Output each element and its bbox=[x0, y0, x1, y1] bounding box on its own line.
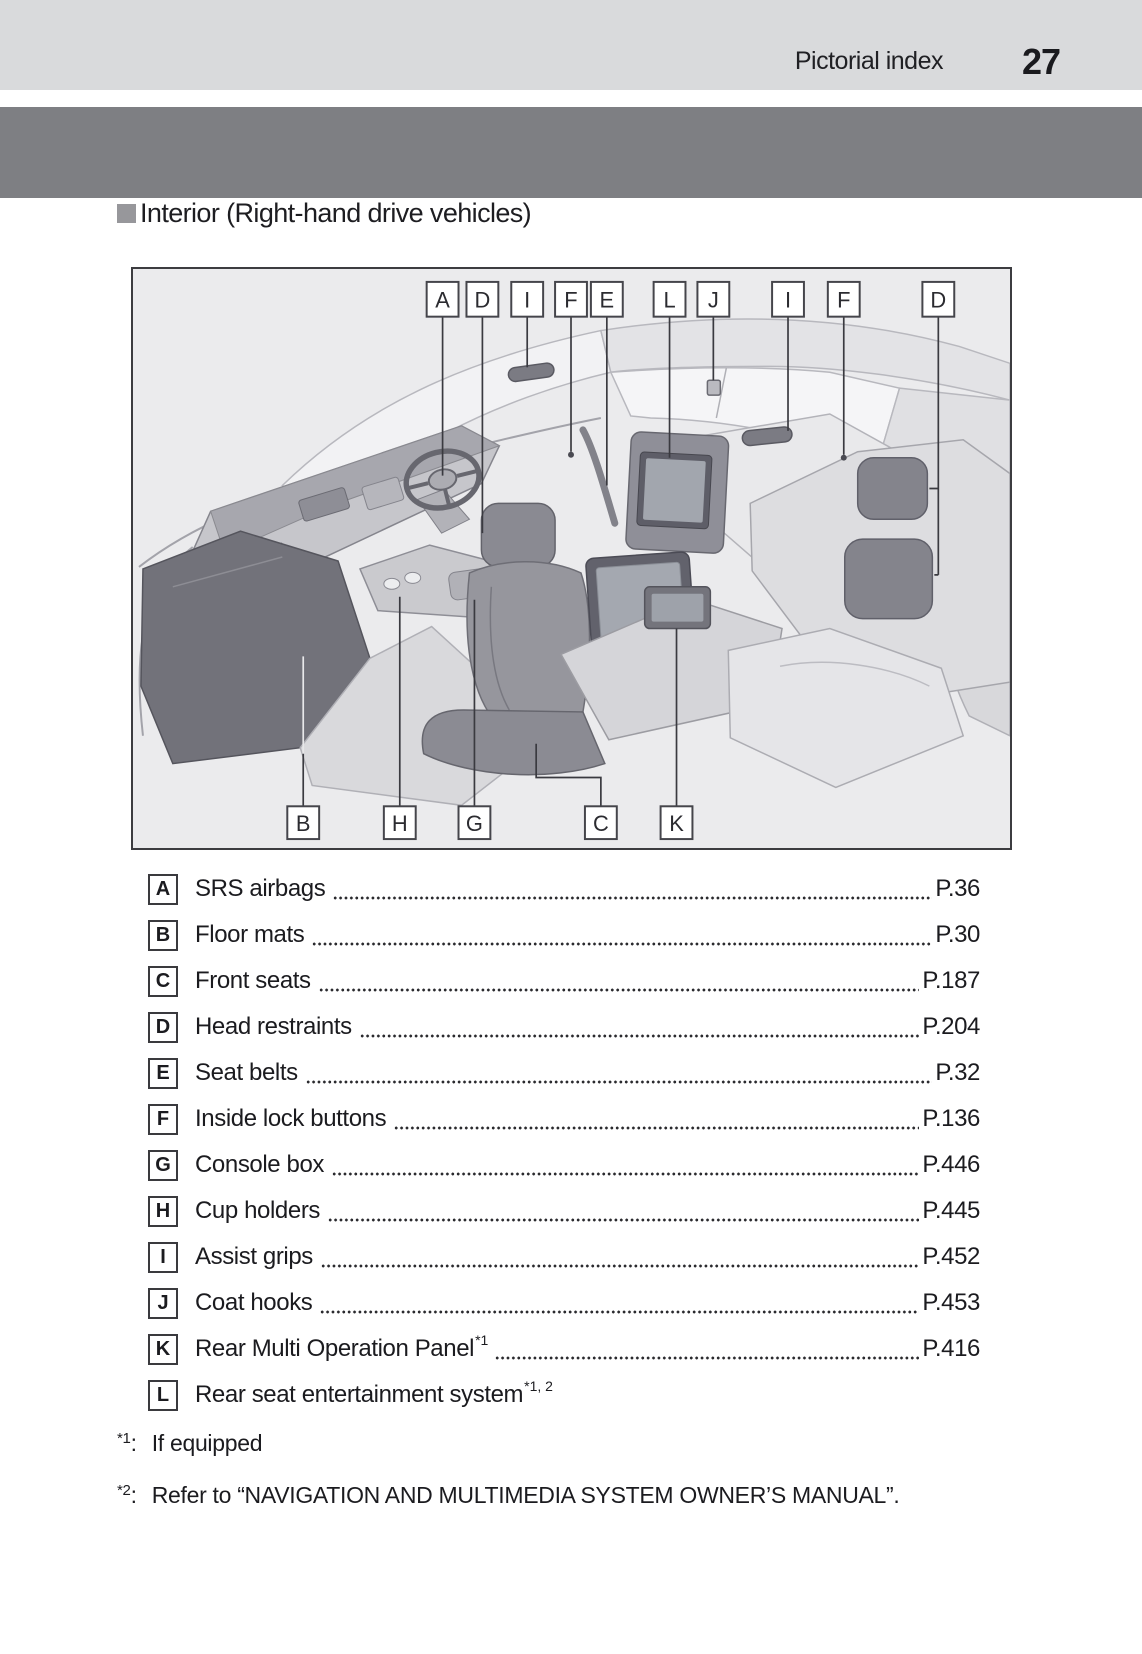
callout-letter: F bbox=[564, 287, 578, 313]
index-page-reference: P.187 bbox=[922, 967, 980, 994]
index-row bbox=[148, 1004, 980, 1050]
car-interior-illustration bbox=[133, 269, 1010, 848]
interior-diagram bbox=[131, 267, 1012, 850]
index-letter-box: F bbox=[148, 1104, 178, 1135]
index-item-label: SRS airbags bbox=[195, 875, 326, 902]
index-item-label: Head restraints bbox=[195, 1013, 352, 1040]
index-item-label: Coat hooks bbox=[195, 1289, 313, 1316]
index-page-reference: P.204 bbox=[922, 1013, 980, 1040]
header-section-label: Pictorial index bbox=[794, 47, 943, 75]
dot-leader bbox=[319, 988, 920, 992]
callout-letter: C bbox=[592, 811, 609, 837]
footnote-text: Refer to “NAVIGATION AND MULTIMEDIA SYSTEM OWNER’S MANUAL”. bbox=[151, 1482, 900, 1508]
index-page-reference: P.452 bbox=[922, 1243, 980, 1270]
callout-letter: L bbox=[663, 287, 676, 313]
index-row bbox=[148, 1326, 980, 1372]
index-row bbox=[148, 1050, 980, 1096]
index-letter-box: H bbox=[148, 1196, 178, 1227]
index-letter-box: I bbox=[148, 1242, 178, 1273]
index-row bbox=[148, 912, 980, 958]
index-item-label: Assist grips bbox=[195, 1243, 313, 1270]
dot-leader bbox=[312, 942, 932, 946]
index-item-superscript: *1 bbox=[475, 1332, 489, 1348]
index-row bbox=[148, 1142, 980, 1188]
index-letter-box: G bbox=[148, 1150, 178, 1181]
index-letter-box: K bbox=[148, 1334, 178, 1365]
index-letter-box: L bbox=[148, 1380, 178, 1411]
section-marker-square-icon bbox=[117, 204, 136, 223]
dot-leader bbox=[394, 1126, 919, 1130]
index-page-reference: P.30 bbox=[935, 921, 980, 948]
callout-letter: G bbox=[465, 811, 483, 837]
dot-leader bbox=[321, 1264, 919, 1268]
footnote-marker: *2 bbox=[117, 1482, 131, 1499]
index-item-label: Seat belts bbox=[195, 1059, 298, 1086]
index-row bbox=[148, 1280, 980, 1326]
index-letter-box: A bbox=[148, 874, 178, 905]
index-page-reference: P.136 bbox=[922, 1105, 980, 1132]
footnote-2: $^{*2}$: Refer to “NAVIGATION AND MULTIMEDIA SYSTEM OWNER’S MANUAL”. bbox=[117, 1482, 900, 1508]
header-page-number: 27 bbox=[1022, 41, 1061, 82]
dot-leader bbox=[495, 1356, 919, 1360]
index-item-label: Inside lock buttons bbox=[195, 1105, 387, 1132]
index-letter-box: J bbox=[148, 1288, 178, 1319]
index-letter-box: E bbox=[148, 1058, 178, 1089]
dot-leader bbox=[333, 896, 932, 900]
callout-letter: J bbox=[707, 287, 719, 313]
index-row bbox=[148, 866, 980, 912]
callout-letter: D bbox=[930, 287, 947, 313]
coat-hook bbox=[707, 380, 720, 395]
index-page-reference: P.36 bbox=[935, 875, 980, 902]
index-page-reference: P.416 bbox=[922, 1335, 980, 1362]
index-item-label: Floor mats bbox=[195, 921, 305, 948]
dot-leader bbox=[328, 1218, 919, 1222]
index-letter-box: C bbox=[148, 966, 178, 997]
callout-letter: F bbox=[837, 287, 851, 313]
callout-letter: I bbox=[524, 287, 531, 313]
footnote-marker: *1 bbox=[117, 1430, 131, 1447]
header-band bbox=[0, 0, 1142, 90]
index-page-reference: P.446 bbox=[922, 1151, 980, 1178]
callout-letter: I bbox=[784, 287, 792, 313]
index-row bbox=[148, 1234, 980, 1280]
index-row bbox=[148, 958, 980, 1004]
index-item-label: Rear seat entertainment system bbox=[195, 1381, 524, 1408]
section-title-text: Interior (Right-hand drive vehicles) bbox=[140, 198, 532, 228]
lock-button-rear bbox=[841, 455, 847, 461]
index-item-label: Front seats bbox=[195, 967, 311, 994]
callout-letter: D bbox=[474, 287, 491, 313]
index-letter-box: D bbox=[148, 1012, 178, 1043]
lock-button-front bbox=[568, 452, 574, 458]
callout-letter: A bbox=[435, 287, 450, 313]
dot-leader bbox=[306, 1080, 933, 1084]
index-page-reference: P.32 bbox=[935, 1059, 980, 1086]
section-title bbox=[117, 198, 531, 229]
index-row bbox=[148, 1188, 980, 1234]
index-letter-box: B bbox=[148, 920, 178, 951]
chapter-color-band bbox=[0, 107, 1142, 198]
index-row bbox=[148, 1372, 980, 1418]
footnotes bbox=[117, 1430, 1027, 1534]
footnote-text: If equipped bbox=[151, 1430, 263, 1456]
pictorial-index-list bbox=[148, 866, 980, 1418]
callout-letter: H bbox=[391, 811, 408, 837]
callout-letter: E bbox=[599, 287, 615, 313]
footnote-1: $^{*1}$: If equipped bbox=[117, 1430, 263, 1456]
callout-letter: K bbox=[669, 811, 684, 837]
dot-leader bbox=[332, 1172, 919, 1176]
index-item-superscript: *1, 2 bbox=[524, 1378, 553, 1394]
index-page-reference: P.453 bbox=[922, 1289, 980, 1316]
index-item-label: Cup holders bbox=[195, 1197, 321, 1224]
index-row bbox=[148, 1096, 980, 1142]
callout-letter: B bbox=[295, 811, 311, 837]
dot-leader bbox=[360, 1034, 920, 1038]
index-page-reference: P.445 bbox=[922, 1197, 980, 1224]
dot-leader bbox=[320, 1310, 919, 1314]
index-item-label: Console box bbox=[195, 1151, 325, 1178]
index-item-label: Rear Multi Operation Panel bbox=[195, 1335, 475, 1362]
